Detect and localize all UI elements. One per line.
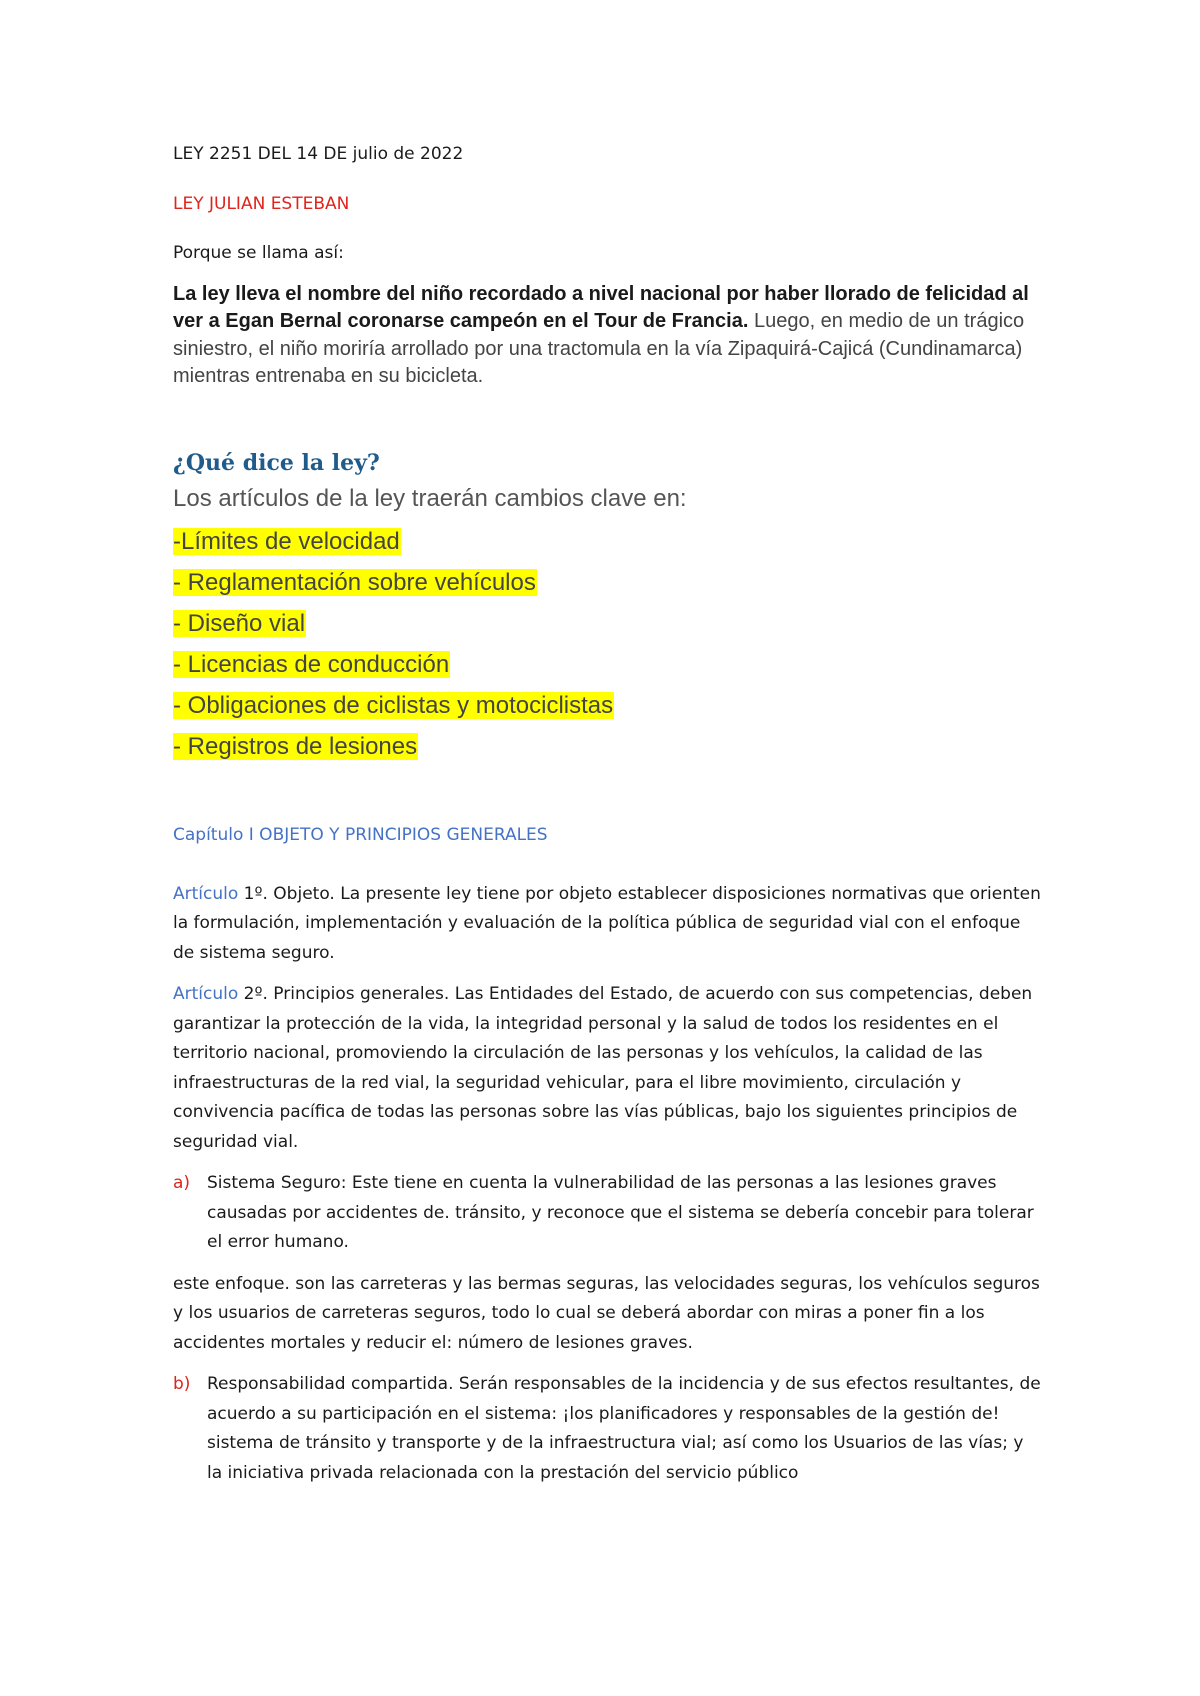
name-explanation-bold: La ley lleva el nombre del niño recordado a nivel nacional por haber llorado de felicidad al ver a Egan Bernal coronarse campeón en el Tour de Francia. <box>173 282 1029 332</box>
list-marker: a) <box>173 1173 191 1193</box>
law-subtitle: LEY JULIAN ESTEBAN <box>173 193 350 214</box>
highlight-item: - Licencias de conducción <box>173 650 450 678</box>
highlight-item: - Registros de lesiones <box>173 732 418 760</box>
principle-text: Responsabilidad compartida. Serán responsables de la incidencia y de sus efectos resultantes, de acuerdo a su participación en el sistema: ¡los planificadores y responsables de la gestión de! sistema de tránsito y transporte y de la infraestructura vial; así como los Usuarios de las vías; y la iniciativa privada relacionada con la prestación del servicio público <box>207 1374 1041 1483</box>
changes-intro: Los artículos de la ley traerán cambios clave en: <box>173 484 687 512</box>
chapter-heading: Capítulo I OBJETO Y PRINCIPIOS GENERALES <box>173 824 548 845</box>
highlight-item: - Obligaciones de ciclistas y motociclistas <box>173 691 614 719</box>
article-label: Artículo <box>173 984 239 1004</box>
highlight-item: - Reglamentación sobre vehículos <box>173 568 536 596</box>
law-title: LEY 2251 DEL 14 DE julio de 2022 <box>173 144 464 164</box>
list-marker: b) <box>173 1374 191 1394</box>
document-page <box>173 140 1043 1488</box>
highlight-item: - Diseño vial <box>173 609 306 637</box>
highlight-item: -Límites de velocidad <box>173 527 400 555</box>
article-2 <box>173 980 1043 1157</box>
highlight-list <box>173 521 1043 767</box>
article-label: Artículo <box>173 883 239 904</box>
principle-b <box>173 1370 1043 1488</box>
enfoque-paragraph: este enfoque. son las carreteras y las bermas seguras, las velocidades seguras, los vehículos seguros y los usuarios de carreteras seguros, todo lo cual se deberá abordar con miras a poner fin a los accidentes mortales y reducir el: número de lesiones graves. <box>173 1273 1040 1353</box>
principle-text: Sistema Seguro: Este tiene en cuenta la vulnerabilidad de las personas a las lesiones graves causadas por accidentes de. tránsito, y reconoce que el sistema se debería concebir para tolerar el error humano. <box>207 1173 1034 1252</box>
article-1 <box>173 880 1043 969</box>
principle-a <box>173 1169 1043 1258</box>
section-heading: ¿Qué dice la ley? <box>173 449 380 476</box>
article-text: 2º. Principios generales. Las Entidades del Estado, de acuerdo con sus competencias, deben garantizar la protección de la vida, la integridad personal y la salud de todos los residentes en el territorio nacional, promoviendo la circulación de las personas y los vehículos, la calidad de las infraestructuras de la red vial, la seguridad vehicular, para el libre movimiento, circulación y convivencia pacífica de todas las personas sobre las vías públicas, bajo los siguientes principios de seguridad vial. <box>173 984 1033 1152</box>
why-label: Porque se llama así: <box>173 243 344 263</box>
article-text: 1º. Objeto. La presente ley tiene por objeto establecer disposiciones normativas que orienten la formulación, implementación y evaluación de la política pública de seguridad vial con el enfoque de sistema seguro. <box>173 883 1041 963</box>
name-explanation <box>173 281 1043 391</box>
name-explanation-normal: Luego, en medio de un trágico siniestro, el niño moriría arrollado por una tractomula en la vía Zipaquirá-Cajicá (Cundinamarca) mientras entrenaba en su bicicleta. <box>173 310 1025 387</box>
